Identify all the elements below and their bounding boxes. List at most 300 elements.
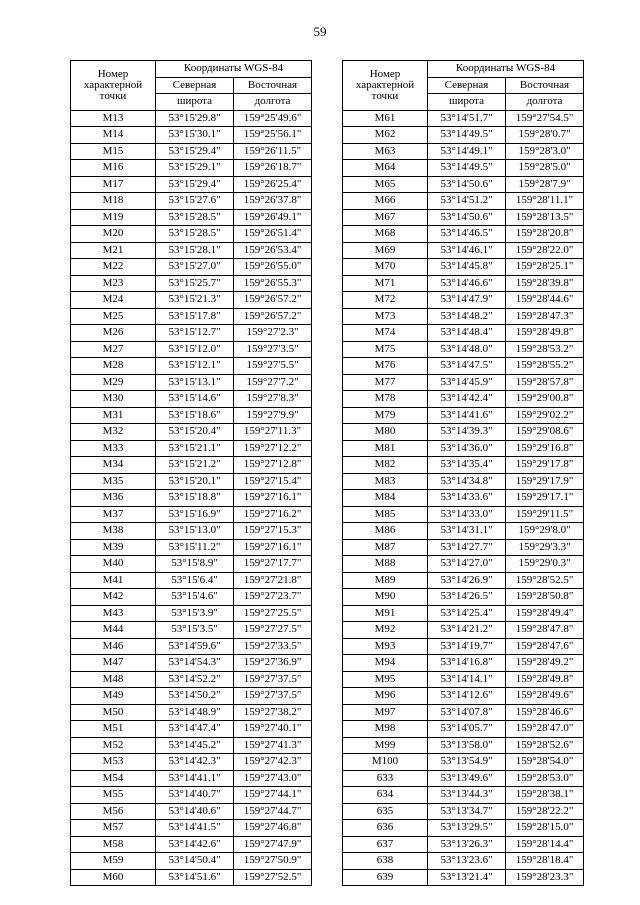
latitude-cell: 53°15'28.1" — [156, 242, 234, 259]
latitude-cell: 53°15'21.2" — [156, 457, 234, 474]
latitude-cell: 53°15'29.4" — [156, 143, 234, 160]
longitude-cell: 159°27'12.8" — [234, 457, 312, 474]
longitude-cell: 159°27'15.4" — [234, 473, 312, 490]
table-row — [343, 820, 584, 837]
table-row — [71, 176, 312, 193]
point-number-cell: M92 — [343, 622, 428, 639]
latitude-cell: 53°15'18.6" — [156, 407, 234, 424]
latitude-cell: 53°15'16.9" — [156, 506, 234, 523]
point-number-cell: M15 — [71, 143, 156, 160]
longitude-cell: 159°26'37.8" — [234, 193, 312, 210]
longitude-cell: 159°28'53.0" — [506, 770, 584, 787]
latitude-cell: 53°15'17.8" — [156, 308, 234, 325]
table-row — [71, 688, 312, 705]
latitude-cell: 53°14'34.8" — [428, 473, 506, 490]
table-row — [343, 407, 584, 424]
coords-system-header: Координаты WGS-84 — [428, 61, 584, 78]
latitude-cell: 53°15'29.8" — [156, 110, 234, 127]
point-number-cell: M67 — [343, 209, 428, 226]
point-header-line-1: Номер — [97, 67, 129, 80]
longitude-cell: 159°28'57.8" — [506, 374, 584, 391]
point-number-cell: M27 — [71, 341, 156, 358]
table-row — [343, 110, 584, 127]
table-row — [343, 737, 584, 754]
point-number-cell: M82 — [343, 457, 428, 474]
point-number-cell: M84 — [343, 490, 428, 507]
latitude-cell: 53°15'30.1" — [156, 127, 234, 144]
point-number-cell: M44 — [71, 622, 156, 639]
point-number-cell: 637 — [343, 836, 428, 853]
longitude-cell: 159°28'15.0" — [506, 820, 584, 837]
longitude-cell: 159°29'17.8" — [506, 457, 584, 474]
latitude-header-line-2: широта — [428, 94, 506, 111]
table-row — [343, 803, 584, 820]
point-number-cell: M57 — [71, 820, 156, 837]
table-row — [343, 127, 584, 144]
table-row — [343, 787, 584, 804]
point-number-cell: M35 — [71, 473, 156, 490]
table-row — [71, 754, 312, 771]
point-number-cell: M81 — [343, 440, 428, 457]
longitude-cell: 159°28'14.4" — [506, 836, 584, 853]
latitude-cell: 53°15'13.0" — [156, 523, 234, 540]
longitude-cell: 159°27'16.2" — [234, 506, 312, 523]
point-number-cell: M85 — [343, 506, 428, 523]
table-row — [71, 556, 312, 573]
latitude-cell: 53°14'16.8" — [428, 655, 506, 672]
point-number-cell: M56 — [71, 803, 156, 820]
point-number-cell: M77 — [343, 374, 428, 391]
table-row — [343, 374, 584, 391]
table-row — [343, 655, 584, 672]
latitude-cell: 53°15'12.7" — [156, 325, 234, 342]
table-row — [343, 622, 584, 639]
table-row — [343, 275, 584, 292]
point-number-cell: M20 — [71, 226, 156, 243]
longitude-cell: 159°27'41.3" — [234, 737, 312, 754]
table-row — [71, 160, 312, 177]
latitude-cell: 53°15'13.1" — [156, 374, 234, 391]
latitude-cell: 53°14'31.1" — [428, 523, 506, 540]
table-row — [71, 572, 312, 589]
table-row — [343, 226, 584, 243]
longitude-header-line-2: долгота — [506, 94, 584, 111]
latitude-cell: 53°14'48.4" — [428, 325, 506, 342]
longitude-cell: 159°26'49.1" — [234, 209, 312, 226]
point-number-cell: M83 — [343, 473, 428, 490]
point-number-cell: M87 — [343, 539, 428, 556]
latitude-cell: 53°14'50.6" — [428, 209, 506, 226]
longitude-cell: 159°27'16.1" — [234, 490, 312, 507]
point-number-cell: M96 — [343, 688, 428, 705]
longitude-cell: 159°27'23.7" — [234, 589, 312, 606]
longitude-cell: 159°26'55.0" — [234, 259, 312, 276]
table-row — [343, 770, 584, 787]
point-number-cell: M41 — [71, 572, 156, 589]
table-row — [71, 869, 312, 886]
latitude-cell: 53°14'46.1" — [428, 242, 506, 259]
point-number-cell: M100 — [343, 754, 428, 771]
table-row — [71, 737, 312, 754]
latitude-cell: 53°15'4.6" — [156, 589, 234, 606]
longitude-cell: 159°27'37.5" — [234, 671, 312, 688]
latitude-cell: 53°13'29.5" — [428, 820, 506, 837]
latitude-cell: 53°14'26.5" — [428, 589, 506, 606]
table-row — [71, 374, 312, 391]
table-row — [71, 308, 312, 325]
point-number-cell: M59 — [71, 853, 156, 870]
table-row — [71, 457, 312, 474]
point-number-cell: M32 — [71, 424, 156, 441]
point-number-cell: M16 — [71, 160, 156, 177]
point-number-cell: M50 — [71, 704, 156, 721]
point-number-cell: M43 — [71, 605, 156, 622]
point-number-cell: M97 — [343, 704, 428, 721]
point-header-line-2: характерной — [355, 78, 415, 91]
table-row — [71, 490, 312, 507]
table-row — [343, 391, 584, 408]
latitude-cell: 53°14'45.9" — [428, 374, 506, 391]
table-row — [343, 869, 584, 886]
table-row — [71, 242, 312, 259]
point-number-cell: M23 — [71, 275, 156, 292]
point-number-cell: M61 — [343, 110, 428, 127]
longitude-cell: 159°28'49.4" — [506, 605, 584, 622]
longitude-cell: 159°27'8.3" — [234, 391, 312, 408]
table-row — [343, 638, 584, 655]
latitude-cell: 53°14'40.7" — [156, 787, 234, 804]
longitude-cell: 159°29'16.8" — [506, 440, 584, 457]
table-row — [71, 292, 312, 309]
longitude-cell: 159°25'49.6" — [234, 110, 312, 127]
longitude-cell: 159°28'13.5" — [506, 209, 584, 226]
table-row — [343, 523, 584, 540]
latitude-cell: 53°15'25.7" — [156, 275, 234, 292]
point-number-cell: M86 — [343, 523, 428, 540]
longitude-cell: 159°28'46.6" — [506, 704, 584, 721]
table-row — [343, 754, 584, 771]
point-number-cell: M48 — [71, 671, 156, 688]
table-row — [71, 770, 312, 787]
latitude-cell: 53°14'49.1" — [428, 143, 506, 160]
point-number-cell: M98 — [343, 721, 428, 738]
point-number-cell: 636 — [343, 820, 428, 837]
latitude-cell: 53°14'26.9" — [428, 572, 506, 589]
latitude-cell: 53°14'33.0" — [428, 506, 506, 523]
table-row — [71, 127, 312, 144]
point-number-cell: M66 — [343, 193, 428, 210]
longitude-cell: 159°29'8.0" — [506, 523, 584, 540]
latitude-cell: 53°13'26.3" — [428, 836, 506, 853]
longitude-cell: 159°27'3.5" — [234, 341, 312, 358]
longitude-cell: 159°26'11.5" — [234, 143, 312, 160]
table-row — [71, 358, 312, 375]
longitude-cell: 159°28'5.0" — [506, 160, 584, 177]
table-row — [71, 407, 312, 424]
coordinates-table-right — [342, 60, 584, 886]
longitude-cell: 159°26'55.3" — [234, 275, 312, 292]
latitude-cell: 53°15'3.9" — [156, 605, 234, 622]
latitude-cell: 53°15'8.9" — [156, 556, 234, 573]
longitude-cell: 159°28'49.8" — [506, 325, 584, 342]
point-number-cell: M13 — [71, 110, 156, 127]
point-number-cell: M89 — [343, 572, 428, 589]
table-row — [343, 457, 584, 474]
table-row — [343, 473, 584, 490]
latitude-cell: 53°14'41.1" — [156, 770, 234, 787]
latitude-cell: 53°14'50.4" — [156, 853, 234, 870]
table-row — [71, 721, 312, 738]
table-row — [343, 506, 584, 523]
latitude-cell: 53°14'47.5" — [428, 358, 506, 375]
latitude-cell: 53°14'54.3" — [156, 655, 234, 672]
point-number-cell: M62 — [343, 127, 428, 144]
longitude-cell: 159°27'42.3" — [234, 754, 312, 771]
point-header-line-1: Номер — [369, 67, 401, 80]
point-number-cell: 634 — [343, 787, 428, 804]
longitude-cell: 159°29'17.9" — [506, 473, 584, 490]
longitude-cell: 159°27'33.5" — [234, 638, 312, 655]
latitude-cell: 53°14'46.5" — [428, 226, 506, 243]
longitude-cell: 159°28'7.9" — [506, 176, 584, 193]
table-row — [343, 853, 584, 870]
latitude-cell: 53°13'54.9" — [428, 754, 506, 771]
point-number-header — [343, 61, 428, 111]
table-row — [343, 193, 584, 210]
coordinates-table-left — [70, 60, 312, 886]
point-number-cell: M46 — [71, 638, 156, 655]
longitude-cell: 159°28'50.8" — [506, 589, 584, 606]
longitude-cell: 159°28'52.6" — [506, 737, 584, 754]
point-number-cell: M38 — [71, 523, 156, 540]
latitude-cell: 53°14'42.4" — [428, 391, 506, 408]
point-number-cell: M47 — [71, 655, 156, 672]
point-number-cell: 633 — [343, 770, 428, 787]
table-row — [71, 143, 312, 160]
longitude-cell: 159°27'15.3" — [234, 523, 312, 540]
table-row — [343, 556, 584, 573]
point-number-cell: M36 — [71, 490, 156, 507]
point-header-line-3: точки — [371, 89, 399, 102]
longitude-cell: 159°27'21.8" — [234, 572, 312, 589]
table-row — [343, 572, 584, 589]
point-number-cell: M69 — [343, 242, 428, 259]
longitude-cell: 159°27'47.9" — [234, 836, 312, 853]
longitude-cell: 159°28'49.6" — [506, 688, 584, 705]
table-row — [71, 341, 312, 358]
table-row — [71, 539, 312, 556]
point-number-cell: M94 — [343, 655, 428, 672]
longitude-cell: 159°26'57.2" — [234, 292, 312, 309]
table-row — [343, 490, 584, 507]
longitude-cell: 159°27'40.1" — [234, 721, 312, 738]
table-row — [71, 638, 312, 655]
point-number-cell: M60 — [71, 869, 156, 886]
table-row — [343, 209, 584, 226]
latitude-cell: 53°15'29.4" — [156, 176, 234, 193]
longitude-cell: 159°28'55.2" — [506, 358, 584, 375]
latitude-cell: 53°14'40.6" — [156, 803, 234, 820]
longitude-cell: 159°28'47.6" — [506, 638, 584, 655]
latitude-cell: 53°14'39.3" — [428, 424, 506, 441]
latitude-cell: 53°14'19.7" — [428, 638, 506, 655]
table-row — [71, 325, 312, 342]
point-number-cell: M74 — [343, 325, 428, 342]
table-row — [343, 688, 584, 705]
point-number-cell: M93 — [343, 638, 428, 655]
point-number-cell: M42 — [71, 589, 156, 606]
point-number-cell: M53 — [71, 754, 156, 771]
point-number-cell: M51 — [71, 721, 156, 738]
table-row — [343, 589, 584, 606]
point-number-cell: M25 — [71, 308, 156, 325]
longitude-cell: 159°29'00.8" — [506, 391, 584, 408]
longitude-cell: 159°27'7.2" — [234, 374, 312, 391]
table-row — [71, 275, 312, 292]
table-row — [343, 341, 584, 358]
latitude-cell: 53°14'51.6" — [156, 869, 234, 886]
point-number-cell: M28 — [71, 358, 156, 375]
point-number-cell: M64 — [343, 160, 428, 177]
point-number-cell: M40 — [71, 556, 156, 573]
table-row — [71, 622, 312, 639]
table-row — [343, 259, 584, 276]
longitude-cell: 159°27'11.3" — [234, 424, 312, 441]
point-number-cell: M80 — [343, 424, 428, 441]
point-number-cell: M76 — [343, 358, 428, 375]
latitude-cell: 53°15'20.1" — [156, 473, 234, 490]
table-row — [71, 853, 312, 870]
latitude-cell: 53°14'49.5" — [428, 127, 506, 144]
longitude-cell: 159°29'02.2" — [506, 407, 584, 424]
latitude-cell: 53°14'36.0" — [428, 440, 506, 457]
point-number-cell: M22 — [71, 259, 156, 276]
page-number: 59 — [313, 24, 327, 39]
table-row — [71, 440, 312, 457]
longitude-cell: 159°28'11.1" — [506, 193, 584, 210]
latitude-cell: 53°15'28.5" — [156, 226, 234, 243]
latitude-cell: 53°14'47.4" — [156, 721, 234, 738]
table-row — [71, 704, 312, 721]
latitude-cell: 53°14'21.2" — [428, 622, 506, 639]
longitude-cell: 159°27'50.9" — [234, 853, 312, 870]
longitude-cell: 159°27'44.1" — [234, 787, 312, 804]
latitude-cell: 53°15'6.4" — [156, 572, 234, 589]
longitude-cell: 159°28'3.0" — [506, 143, 584, 160]
point-number-cell: M75 — [343, 341, 428, 358]
latitude-header-line-1: Северная — [156, 77, 234, 94]
table-row — [71, 671, 312, 688]
point-number-cell: M29 — [71, 374, 156, 391]
latitude-cell: 53°14'47.9" — [428, 292, 506, 309]
table-row — [343, 605, 584, 622]
point-number-cell: M30 — [71, 391, 156, 408]
latitude-cell: 53°15'11.2" — [156, 539, 234, 556]
latitude-cell: 53°14'27.0" — [428, 556, 506, 573]
table-row — [343, 424, 584, 441]
latitude-cell: 53°14'50.2" — [156, 688, 234, 705]
latitude-cell: 53°13'34.7" — [428, 803, 506, 820]
table-row — [343, 539, 584, 556]
latitude-cell: 53°13'58.0" — [428, 737, 506, 754]
table-row — [71, 655, 312, 672]
longitude-cell: 159°29'3.3" — [506, 539, 584, 556]
table-row — [71, 473, 312, 490]
longitude-header-line-2: долгота — [234, 94, 312, 111]
longitude-cell: 159°29'11.5" — [506, 506, 584, 523]
longitude-cell: 159°28'49.2" — [506, 655, 584, 672]
point-number-cell: M37 — [71, 506, 156, 523]
point-number-cell: M88 — [343, 556, 428, 573]
table-row — [71, 523, 312, 540]
latitude-header-line-2: широта — [156, 94, 234, 111]
table-row — [71, 820, 312, 837]
longitude-cell: 159°27'54.5" — [506, 110, 584, 127]
point-number-cell: M99 — [343, 737, 428, 754]
longitude-cell: 159°27'27.5" — [234, 622, 312, 639]
point-number-cell: M68 — [343, 226, 428, 243]
coordinates-left-body — [71, 110, 312, 886]
longitude-cell: 159°27'25.5" — [234, 605, 312, 622]
latitude-cell: 53°14'59.6" — [156, 638, 234, 655]
longitude-cell: 159°28'20.8" — [506, 226, 584, 243]
point-number-header — [71, 61, 156, 111]
latitude-cell: 53°15'14.6" — [156, 391, 234, 408]
latitude-cell: 53°14'45.2" — [156, 737, 234, 754]
point-header-line-3: точки — [99, 89, 127, 102]
table-row — [71, 605, 312, 622]
longitude-cell: 159°26'51.4" — [234, 226, 312, 243]
table-row — [71, 803, 312, 820]
latitude-cell: 53°14'33.6" — [428, 490, 506, 507]
longitude-cell: 159°28'47.8" — [506, 622, 584, 639]
table-row — [343, 440, 584, 457]
point-number-cell: M90 — [343, 589, 428, 606]
longitude-cell: 159°27'12.2" — [234, 440, 312, 457]
latitude-cell: 53°15'12.0" — [156, 341, 234, 358]
longitude-cell: 159°25'56.1" — [234, 127, 312, 144]
longitude-cell: 159°28'0.7" — [506, 127, 584, 144]
longitude-cell: 159°28'25.1" — [506, 259, 584, 276]
latitude-cell: 53°15'28.5" — [156, 209, 234, 226]
point-number-cell: M17 — [71, 176, 156, 193]
latitude-cell: 53°14'46.6" — [428, 275, 506, 292]
longitude-cell: 159°27'16.1" — [234, 539, 312, 556]
point-number-cell: M21 — [71, 242, 156, 259]
latitude-cell: 53°14'48.9" — [156, 704, 234, 721]
longitude-cell: 159°27'5.5" — [234, 358, 312, 375]
longitude-cell: 159°28'54.0" — [506, 754, 584, 771]
longitude-cell: 159°29'0.3" — [506, 556, 584, 573]
latitude-cell: 53°15'12.1" — [156, 358, 234, 375]
table-row — [343, 325, 584, 342]
table-row — [71, 209, 312, 226]
longitude-cell: 159°27'43.0" — [234, 770, 312, 787]
longitude-cell: 159°27'46.8" — [234, 820, 312, 837]
latitude-cell: 53°14'51.7" — [428, 110, 506, 127]
latitude-cell: 53°13'49.6" — [428, 770, 506, 787]
latitude-cell: 53°14'48.0" — [428, 341, 506, 358]
latitude-cell: 53°14'14.1" — [428, 671, 506, 688]
table-row — [71, 589, 312, 606]
latitude-cell: 53°14'50.6" — [428, 176, 506, 193]
point-number-cell: M58 — [71, 836, 156, 853]
latitude-cell: 53°14'35.4" — [428, 457, 506, 474]
longitude-cell: 159°27'37.5" — [234, 688, 312, 705]
latitude-cell: 53°14'42.6" — [156, 836, 234, 853]
latitude-cell: 53°15'29.1" — [156, 160, 234, 177]
point-number-cell: M24 — [71, 292, 156, 309]
